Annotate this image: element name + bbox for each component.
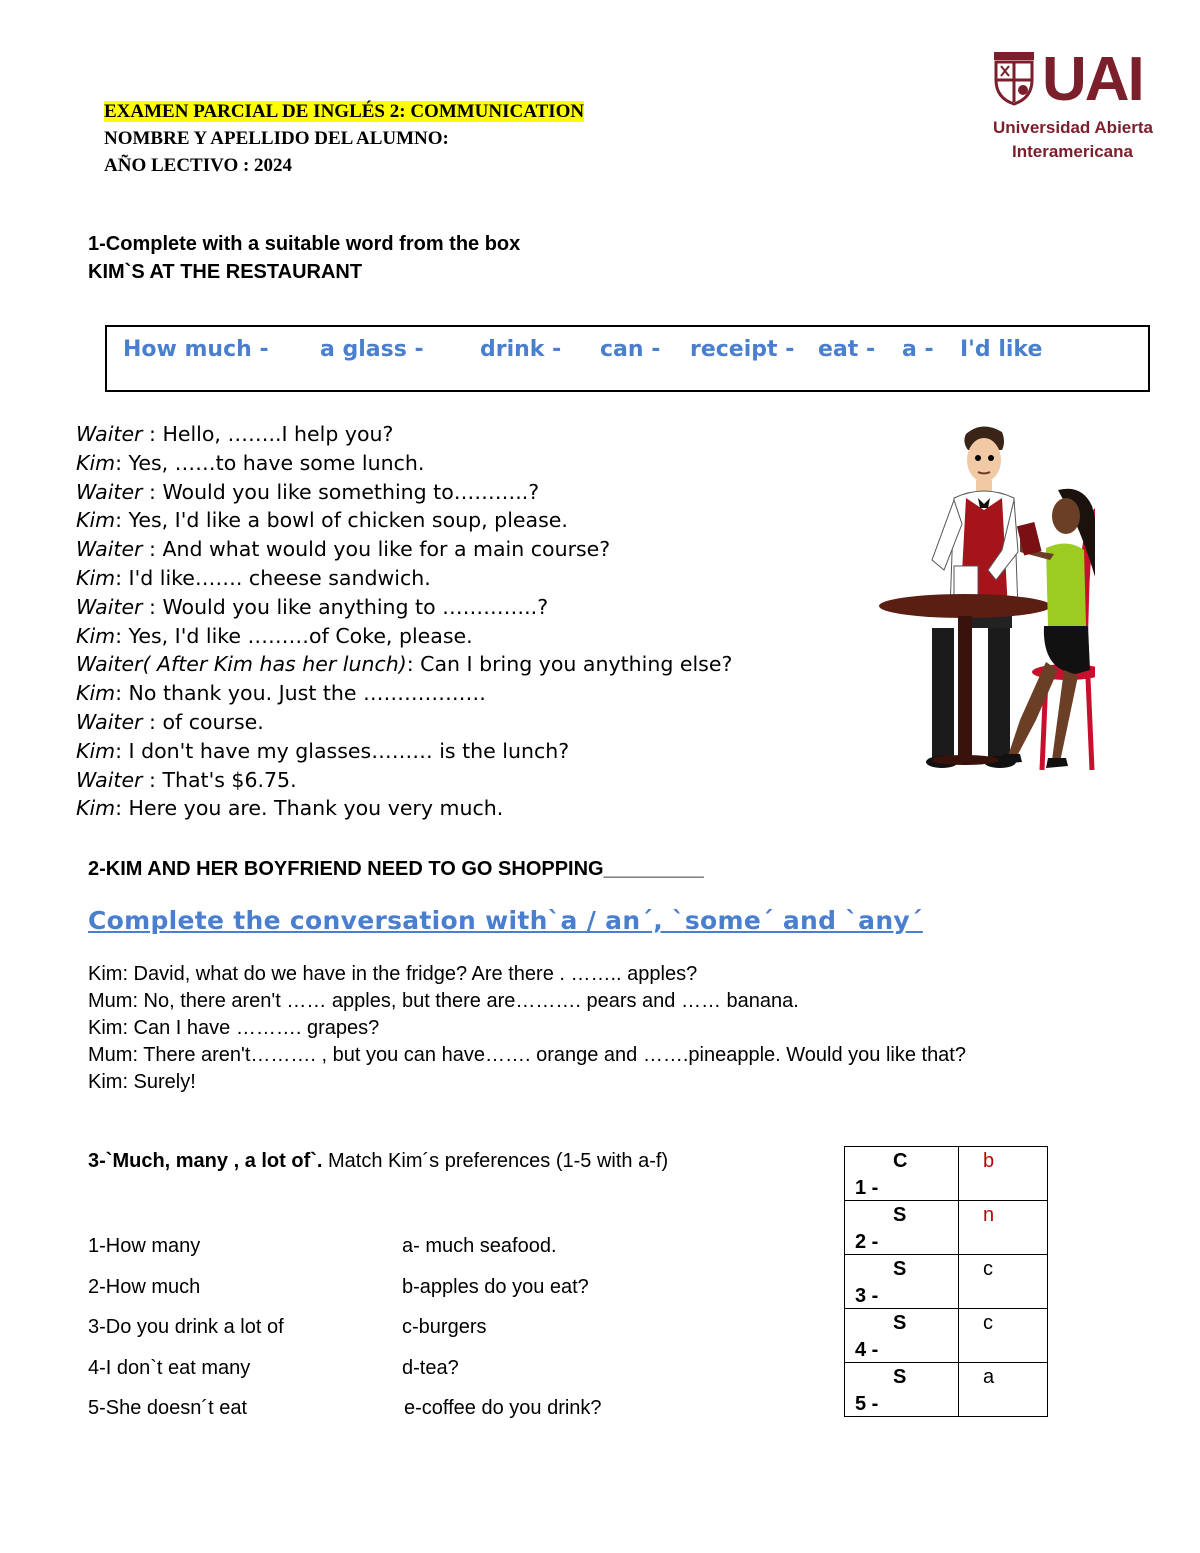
answer-row: S 4 - c — [845, 1309, 1048, 1363]
answer-cell[interactable]: c — [983, 1258, 993, 1280]
section1-title: 1-Complete with a suitable word from the box — [88, 233, 521, 255]
exam-title: EXAMEN PARCIAL DE INGLÉS 2: COMMUNICATION — [104, 101, 585, 122]
word-box-item: eat - — [818, 337, 876, 362]
conversation-line: Mum: No, there aren't …… apples, but there are………. pears and …… banana. — [88, 990, 799, 1012]
answer-table — [844, 1146, 1048, 1417]
conversation-line: Kim: Can I have ………. grapes? — [88, 1017, 380, 1039]
uai-logo — [990, 46, 1170, 166]
match-right-item: b-apples do you eat? — [402, 1276, 589, 1298]
word-box-item: How much - — [123, 337, 269, 362]
answer-row: S 5 - a — [845, 1363, 1048, 1417]
shopping-conversation — [88, 961, 1018, 1096]
word-box-item: can - — [600, 337, 661, 362]
conversation-line: Kim: Surely! — [88, 1071, 196, 1093]
dialogue-line: Kim: Here you are. Thank you very much. — [76, 796, 504, 821]
match-left-item: 4-I don`t eat many — [88, 1357, 251, 1379]
logo-name-line2: Interamericana — [1012, 142, 1133, 161]
section3-title-bold: 3-`Much, many , a lot of`. — [88, 1150, 323, 1172]
word-box-item: a - — [902, 337, 934, 362]
dialogue-line: Kim: Yes, I'd like ………of Coke, please. — [76, 623, 473, 648]
dialogue-line: Kim: I don't have my glasses……… is the lunch? — [76, 738, 570, 763]
dialogue-line: Waiter : And what would you like for a main course? — [76, 537, 611, 562]
conversation-line: Kim: David, what do we have in the fridge? Are there . …….. apples? — [88, 963, 698, 985]
answer-row: C 1 - b — [845, 1147, 1048, 1201]
restaurant-dialogue — [76, 420, 732, 823]
answer-row: S 2 - n — [845, 1201, 1048, 1255]
dialogue-line: Waiter : Would you like something to………..? — [76, 479, 540, 504]
section1-subtitle: KIM`S AT THE RESTAURANT — [88, 261, 363, 283]
word-box-item: drink - — [480, 337, 562, 362]
conversation-line: Mum: There aren't………. , but you can have……. orange and …….pineapple. Would you like that? — [88, 1044, 966, 1066]
match-left-item: 3-Do you drink a lot of — [88, 1316, 284, 1338]
word-box-item: receipt - — [690, 337, 795, 362]
section3-title-rest: Match Kim´s preferences (1-5 with a-f) — [322, 1150, 669, 1172]
answer-cell[interactable]: b — [983, 1150, 995, 1172]
word-box — [105, 325, 1150, 392]
crest-icon — [992, 50, 1036, 106]
dialogue-line: Waiter : That's $6.75. — [76, 767, 297, 792]
match-right-item: a- much seafood. — [402, 1235, 557, 1257]
dialogue-line: Waiter : Hello, ……..I help you? — [76, 422, 394, 446]
dialogue-line: Kim: No thank you. Just the ……………… — [76, 681, 487, 706]
match-left-item: 1-How many — [88, 1235, 201, 1257]
match-right-item: d-tea? — [402, 1357, 459, 1379]
answer-cell[interactable]: n — [983, 1204, 995, 1226]
match-left-item: 2-How much — [88, 1276, 201, 1298]
match-left-item: 5-She doesn´t eat — [88, 1397, 247, 1419]
logo-acronym: UAI — [1042, 45, 1143, 114]
restaurant-illustration — [870, 420, 1095, 790]
exam-header — [104, 98, 584, 179]
word-box-item: a glass - — [320, 337, 424, 362]
section1-heading — [88, 230, 520, 286]
section2-title: 2-KIM AND HER BOYFRIEND NEED TO GO SHOPPING_________ — [88, 858, 704, 880]
match-right-item: c-burgers — [402, 1316, 487, 1338]
match-right-item: e-coffee do you drink? — [404, 1397, 602, 1419]
answer-cell[interactable]: a — [983, 1366, 995, 1388]
answer-cell[interactable]: c — [983, 1312, 993, 1334]
section2-instructions: Complete the conversation with`a / an´, `some´ and `any´ — [88, 906, 923, 935]
dialogue-line: Waiter : of course. — [76, 709, 264, 734]
word-box-item: I'd like — [960, 337, 1043, 362]
dialogue-line: Kim: I'd like……. cheese sandwich. — [76, 565, 431, 590]
school-year-label: AÑO LECTIVO : 2024 — [104, 155, 293, 176]
dialogue-line: Waiter : Would you like anything to …………..? — [76, 594, 549, 619]
section3-title — [88, 1150, 668, 1173]
dialogue-line: Kim: Yes, ……to have some lunch. — [76, 450, 425, 475]
student-name-label: NOMBRE Y APELLIDO DEL ALUMNO: — [104, 128, 449, 149]
answer-row: S 3 - c — [845, 1255, 1048, 1309]
logo-name-line1: Universidad Abierta — [993, 118, 1153, 137]
dialogue-line: Kim: Yes, I'd like a bowl of chicken soup, please. — [76, 508, 568, 533]
dialogue-line: Waiter( After Kim has her lunch): Can I bring you anything else? — [76, 652, 733, 677]
